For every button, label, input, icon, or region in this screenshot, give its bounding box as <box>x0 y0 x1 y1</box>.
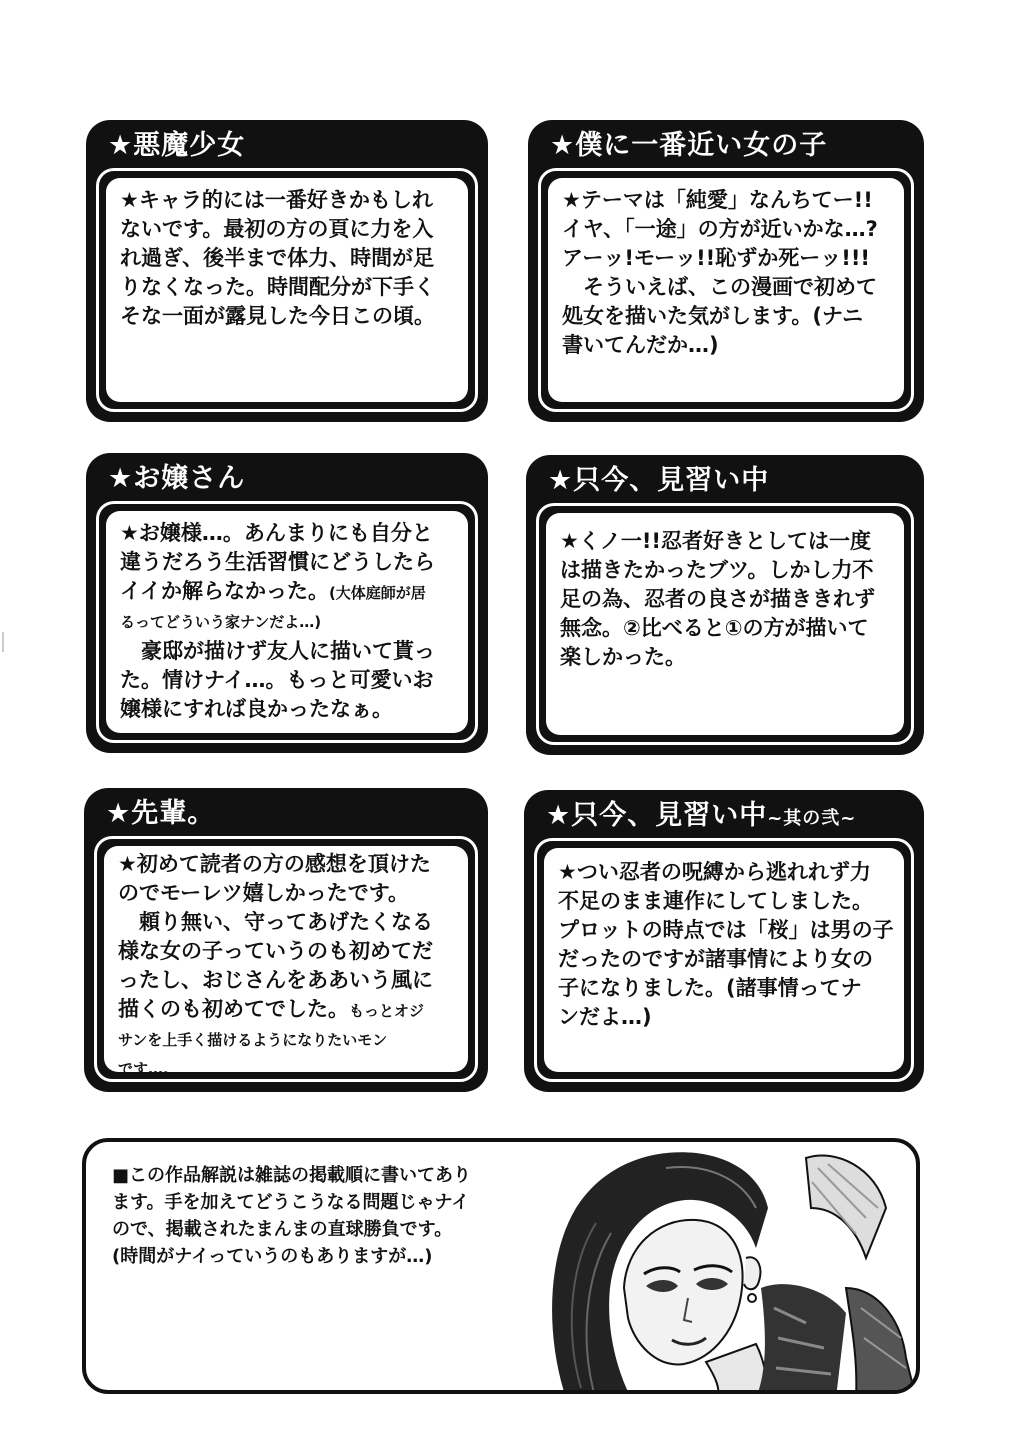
text-line: そういえば、この漫画で初めて <box>562 275 877 299</box>
author-note <box>82 1138 920 1394</box>
text-line: 足の為、忍者の良さが描ききれず <box>560 587 875 611</box>
card-boku-ni-ichiban-chikai <box>528 120 924 422</box>
text-line: イヤ、「一途」の方が近いかな…? <box>562 217 878 241</box>
text-line: そな一面が露見した今日この頃。 <box>120 304 435 328</box>
text-line: アーッ!モーッ!!恥ずか死ーッ!!! <box>562 246 870 270</box>
aside-note: もっとオジ <box>349 1002 425 1020</box>
text-line: ないです。最初の方の頁に力を入 <box>120 217 434 241</box>
card-title: ★僕に一番近い女の子 <box>550 130 828 161</box>
note-line: ので、掲載されたまんまの直球勝負です。 <box>112 1219 453 1240</box>
text-line: 違うだろう生活習慣にどうしたら <box>120 550 435 574</box>
card-body <box>106 178 468 402</box>
text-line: 嬢様にすれば良かったなぁ。 <box>120 697 393 721</box>
note-line: (時間がナイっていうのもありますが…) <box>112 1246 433 1267</box>
character-illustration <box>506 1138 920 1394</box>
card-senpai <box>84 788 488 1092</box>
text-line: 処女を描いた気がします。(ナニ <box>562 304 864 328</box>
card-title <box>546 796 906 839</box>
text-line: ★初めて読者の方の感想を頂けた <box>118 852 431 876</box>
card-ojousan <box>86 453 488 753</box>
text-line: 子になりました。(諸事情ってナ <box>558 976 862 1000</box>
scan-mark <box>2 632 4 652</box>
text-line: イイか解らなかった。 <box>120 579 329 603</box>
text-line: れ過ぎ、後半まで体力、時間が足 <box>120 246 435 270</box>
card-body <box>104 846 468 1078</box>
text-line: ★キャラ的には一番好きかもしれ <box>120 188 433 212</box>
text-line: 描くのも初めてでした。 <box>118 997 349 1021</box>
card-tadaima-minarai-chuu-2 <box>524 790 924 1092</box>
card-title-sub: ~其の弐~ <box>767 808 857 829</box>
card-body <box>544 848 904 1072</box>
text-line: のでモーレツ嬉しかったです。 <box>118 881 410 905</box>
card-body <box>106 511 468 733</box>
note-line: ます。手を加えてどうこうなる問題じゃナイ <box>112 1192 470 1213</box>
text-line: 楽しかった。 <box>560 645 686 669</box>
text-line: 頼り無い、守ってあげたくなる <box>118 910 433 934</box>
text-line: ったし、おじさんをああいう風に <box>118 968 433 992</box>
card-title: ★只今、見習い中 <box>548 465 770 496</box>
card-body <box>548 178 904 402</box>
card-akuma-shoujo <box>86 120 488 422</box>
card-title: ★先輩。 <box>106 798 216 829</box>
text-line: ★つい忍者の呪縛から逃れれず力 <box>558 860 871 884</box>
text-line: 無念。②比べると①の方が描いて <box>560 616 869 640</box>
text-line: るってどういう家ナンだよ…) <box>120 613 322 631</box>
text-line: ンだよ…) <box>558 1005 652 1029</box>
note-text <box>112 1162 471 1270</box>
card-tadaima-minarai-chuu <box>526 455 924 755</box>
text-line: ★くノ一!!忍者好きとしては一度 <box>560 529 871 553</box>
text-line: 様な女の子っていうのも初めてだ <box>118 939 433 963</box>
card-title: ★お嬢さん <box>108 463 246 494</box>
note-line: ■この作品解説は雑誌の掲載順に書いてあり <box>112 1165 472 1186</box>
text-line: た。情けナイ…。もっと可愛いお <box>120 668 434 692</box>
text-line: りなくなった。時間配分が下手く <box>120 275 435 299</box>
text-line: 書いてんだか…) <box>562 333 719 357</box>
card-title-main: ★只今、見習い中 <box>546 800 768 831</box>
card-body <box>546 513 904 735</box>
text-line: です…。 <box>118 1060 179 1078</box>
text-line: ★テーマは「純愛」なんちてー!! <box>562 188 873 212</box>
text-line: ★お嬢様…。あんまりにも自分と <box>120 521 433 545</box>
text-line: は描きたかったブツ。しかし力不 <box>560 558 874 582</box>
aside-note: (大体庭師が居 <box>328 584 426 602</box>
text-line: 豪邸が描けず友人に描いて貰っ <box>120 639 435 663</box>
text-line: だったのですが諸事情により女の <box>558 947 873 971</box>
text-line: プロットの時点では「桜」は男の子 <box>558 918 894 942</box>
text-line: サンを上手く描けるようになりたいモン <box>118 1031 388 1049</box>
card-title: ★悪魔少女 <box>108 130 246 161</box>
text-line: 不足のまま連作にしてしました。 <box>558 889 873 913</box>
